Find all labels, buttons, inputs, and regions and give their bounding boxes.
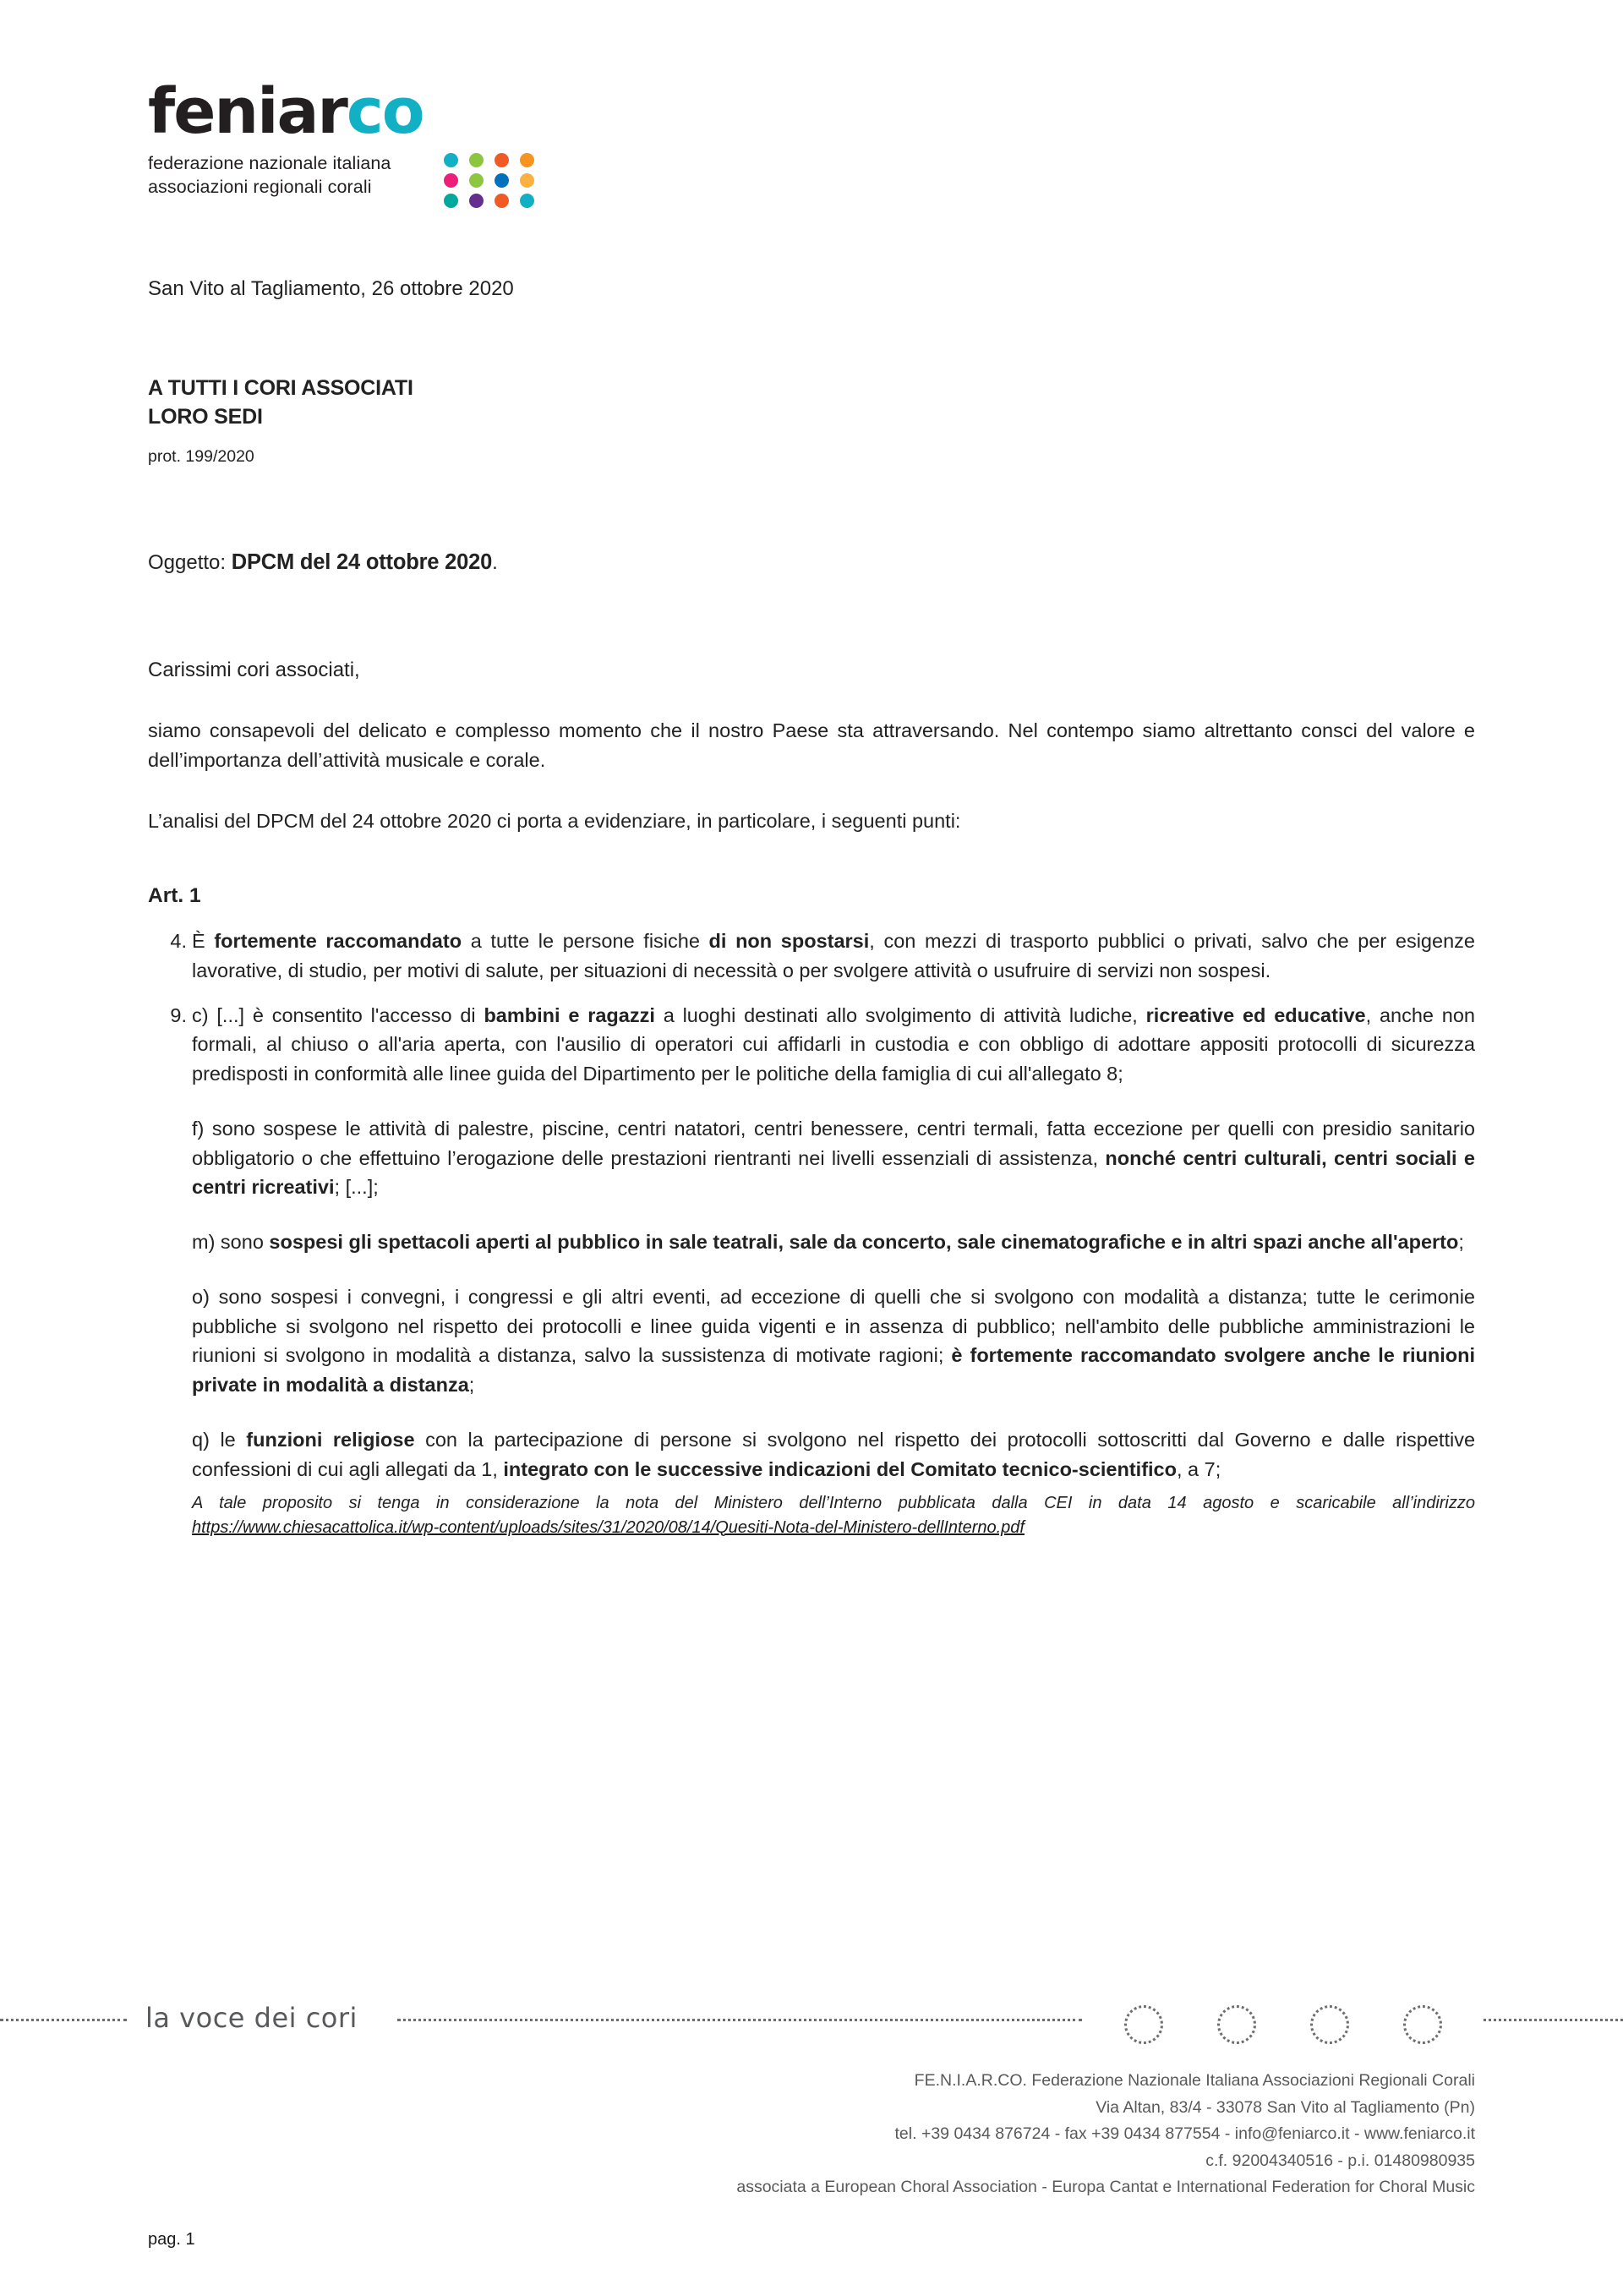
body-text: con la partecipazione di persone si svolgono nel rispetto dei protocolli sottoscritti dal Governo e dalle rispettive confessioni di cui agli allegati da 1, (192, 1429, 1476, 1480)
subject-value: DPCM del 24 ottobre 2020 (231, 549, 493, 574)
logo-dots-icon (444, 153, 579, 205)
logo-dot (444, 173, 458, 188)
subject-label: Oggetto: (148, 550, 232, 574)
body-text: , con mezzi di trasporto pubblici o privati, salvo che per esigenze lavorative, di studio, per motivi di salute, per situazioni di necessità o per svolgere attività o usufruire di servizi non sospesi. (192, 930, 1475, 981)
protocol-number: prot. 199/2020 (148, 447, 254, 467)
logo-wordmark (148, 75, 587, 148)
emphasis-text: integrato con le successive indicazioni del Comitato tecnico-scientifico (503, 1457, 1177, 1480)
note-link[interactable]: https://www.chiesacattolica.it/wp-content/uploads/sites/31/2020/08/14/Quesiti-Nota-del-Ministero-dellInterno.pdf (192, 1517, 1025, 1537)
footer-contact-block (736, 2068, 1475, 2201)
emphasis-text: sospesi gli spettacoli aperti al pubblico in sale teatrali, sale da concerto, sale cinematografiche e in altri spazi anche all'aperto (269, 1231, 1459, 1254)
body-text: ; (468, 1374, 475, 1397)
list-item-number: 4. (170, 930, 187, 953)
article-title: Art. 1 (148, 883, 201, 907)
footnote-note (148, 1491, 1475, 1540)
body-text: , anche non formali, al chiuso o all'aria aperta, con l'ausilio di operatori cui affidarli in custodia e con obbligo di adottare appositi protocolli di sicurezza predisposti in conformità alle linee guida del Dipartimento per le politiche della famiglia di cui all'allegato 8; (192, 1003, 1475, 1085)
logo-word-part1: fen (148, 75, 258, 148)
body-text: ; (1458, 1231, 1464, 1254)
subparagraphs-list (148, 1114, 1475, 1484)
addressee-line-1: A TUTTI I CORI ASSOCIATI (148, 376, 413, 401)
logo-dot (469, 173, 484, 188)
logo-word-part2: iar (257, 75, 347, 148)
body-text: q) le (192, 1429, 247, 1451)
body-text: , a 7; (1177, 1457, 1221, 1480)
feniarco-logo (148, 75, 587, 200)
logo-dot (444, 153, 458, 167)
emphasis-text: è fortemente raccomandato svolgere anche le riunioni private in modalità a distanza (192, 1344, 1475, 1397)
body-text: a tutte le persone fisiche (462, 930, 709, 953)
emphasis-text: nonché centri culturali, centri sociali e centri ricreativi (192, 1146, 1475, 1199)
subparagraph-o (148, 1282, 1475, 1400)
emphasis-text: funzioni religiose (246, 1429, 415, 1451)
logo-subtitle-line2: associazioni regionali corali (148, 177, 372, 198)
subparagraph-f (148, 1114, 1475, 1202)
document-footer (0, 1958, 1623, 2296)
emphasis-text: ricreative ed educative (1145, 1003, 1366, 1026)
footer-divider (0, 2002, 1623, 2036)
logo-dot (520, 153, 534, 167)
list-item-number: 9. (170, 1003, 187, 1026)
document-header (0, 0, 1623, 200)
body-text: a luoghi destinati allo svolgimento di attività ludiche, (654, 1003, 1146, 1026)
numbered-items-list (148, 927, 1475, 1089)
letter-body (0, 274, 1623, 1540)
logo-dot (520, 173, 534, 188)
subparagraph-q (148, 1425, 1475, 1484)
footer-circle-icon (1217, 2005, 1256, 2044)
body-text: c) [...] è consentito l'accesso di (192, 1003, 484, 1026)
footer-line-2: Via Altan, 83/4 - 33078 San Vito al Tagliamento (Pn) (1096, 2097, 1475, 2117)
greeting: Carissimi cori associati, (148, 658, 360, 681)
logo-dot (495, 173, 509, 188)
logo-dot (495, 153, 509, 167)
body-text: o) sono sospesi i convegni, i congressi e gli altri eventi, ad eccezione di quelli che si svolgono con modalità a distanza; tutte le cerimonie pubbliche si svolgono nel rispetto dei protocolli e linee guida vigenti e in assenza di pubblico; nell'ambito delle pubbliche amministrazioni le riunioni si svolgono in modalità a distanza, salvo la sussistenza di motivate ragioni; (192, 1285, 1475, 1367)
footer-dotline-right (1484, 2019, 1623, 2021)
body-text: ; [...]; (334, 1176, 379, 1199)
page-number: pag. 1 (148, 2230, 195, 2249)
logo-subtitle-line1: federazione nazionale italiana (148, 153, 391, 173)
logo-dot (469, 153, 484, 167)
addressee-line-2: LORO SEDI (148, 405, 263, 429)
footer-circle-icon (1403, 2005, 1442, 2044)
footer-line-4: c.f. 92004340516 - p.i. 01480980935 (1205, 2151, 1475, 2170)
logo-dot (495, 194, 509, 208)
emphasis-text: bambini e ragazzi (484, 1003, 655, 1026)
date-line: San Vito al Tagliamento, 26 ottobre 2020 (148, 276, 514, 300)
footer-line-5: associata a European Choral Association - Europa Cantat e International Federation for Choral Music (736, 2178, 1475, 2197)
footer-circles-icon (1124, 2005, 1479, 2049)
analysis-paragraph: L’analisi del DPCM del 24 ottobre 2020 ci porta a evidenziare, in particolare, i seguenti punti: (148, 809, 961, 832)
addressee-block (148, 374, 1475, 431)
intro-paragraph: siamo consapevoli del delicato e complesso momento che il nostro Paese sta attraversando. Nel contempo siamo altrettanto consci del valore e dell’importanza dell’attività musicale e corale. (148, 719, 1475, 772)
footer-circle-icon (1124, 2005, 1163, 2044)
subject-line (148, 546, 1475, 579)
subparagraph-m (148, 1227, 1475, 1257)
body-text: m) sono (192, 1231, 270, 1254)
footer-dotline-mid (397, 2019, 1082, 2021)
footer-line-1: FE.N.I.A.R.CO. Federazione Nazionale Italiana Associazioni Regionali Corali (914, 2071, 1475, 2090)
logo-dot (444, 194, 458, 208)
logo-dot (469, 194, 484, 208)
body-text: È (192, 930, 215, 953)
emphasis-text: fortemente raccomandato (214, 930, 462, 953)
emphasis-text: di non spostarsi (708, 930, 870, 953)
logo-dot (520, 194, 534, 208)
footer-line-3: tel. +39 0434 876724 - fax +39 0434 877554 - info@feniarco.it - www.feniarco.it (894, 2124, 1475, 2144)
footer-circle-icon (1310, 2005, 1349, 2044)
footer-tagline: la voce dei cori (145, 2002, 358, 2034)
subject-end: . (492, 550, 498, 574)
note-text: A tale proposito si tenga in considerazione la nota del Ministero dell’Interno pubblicata dalla CEI in data 14 agosto e scaricabile all’indirizzo (192, 1493, 1475, 1512)
list-item (148, 1001, 1475, 1089)
logo-word-part3: co (346, 75, 424, 148)
list-item (148, 927, 1475, 986)
body-text: f) sono sospese le attività di palestre, piscine, centri natatori, centri benessere, centri termali, fatta eccezione per quelli con presidio sanitario obbligatorio o che effettuino l’erogazione delle prestazioni rientranti nei livelli essenziali di assistenza, (192, 1117, 1475, 1169)
footer-dotline-left (0, 2019, 127, 2021)
